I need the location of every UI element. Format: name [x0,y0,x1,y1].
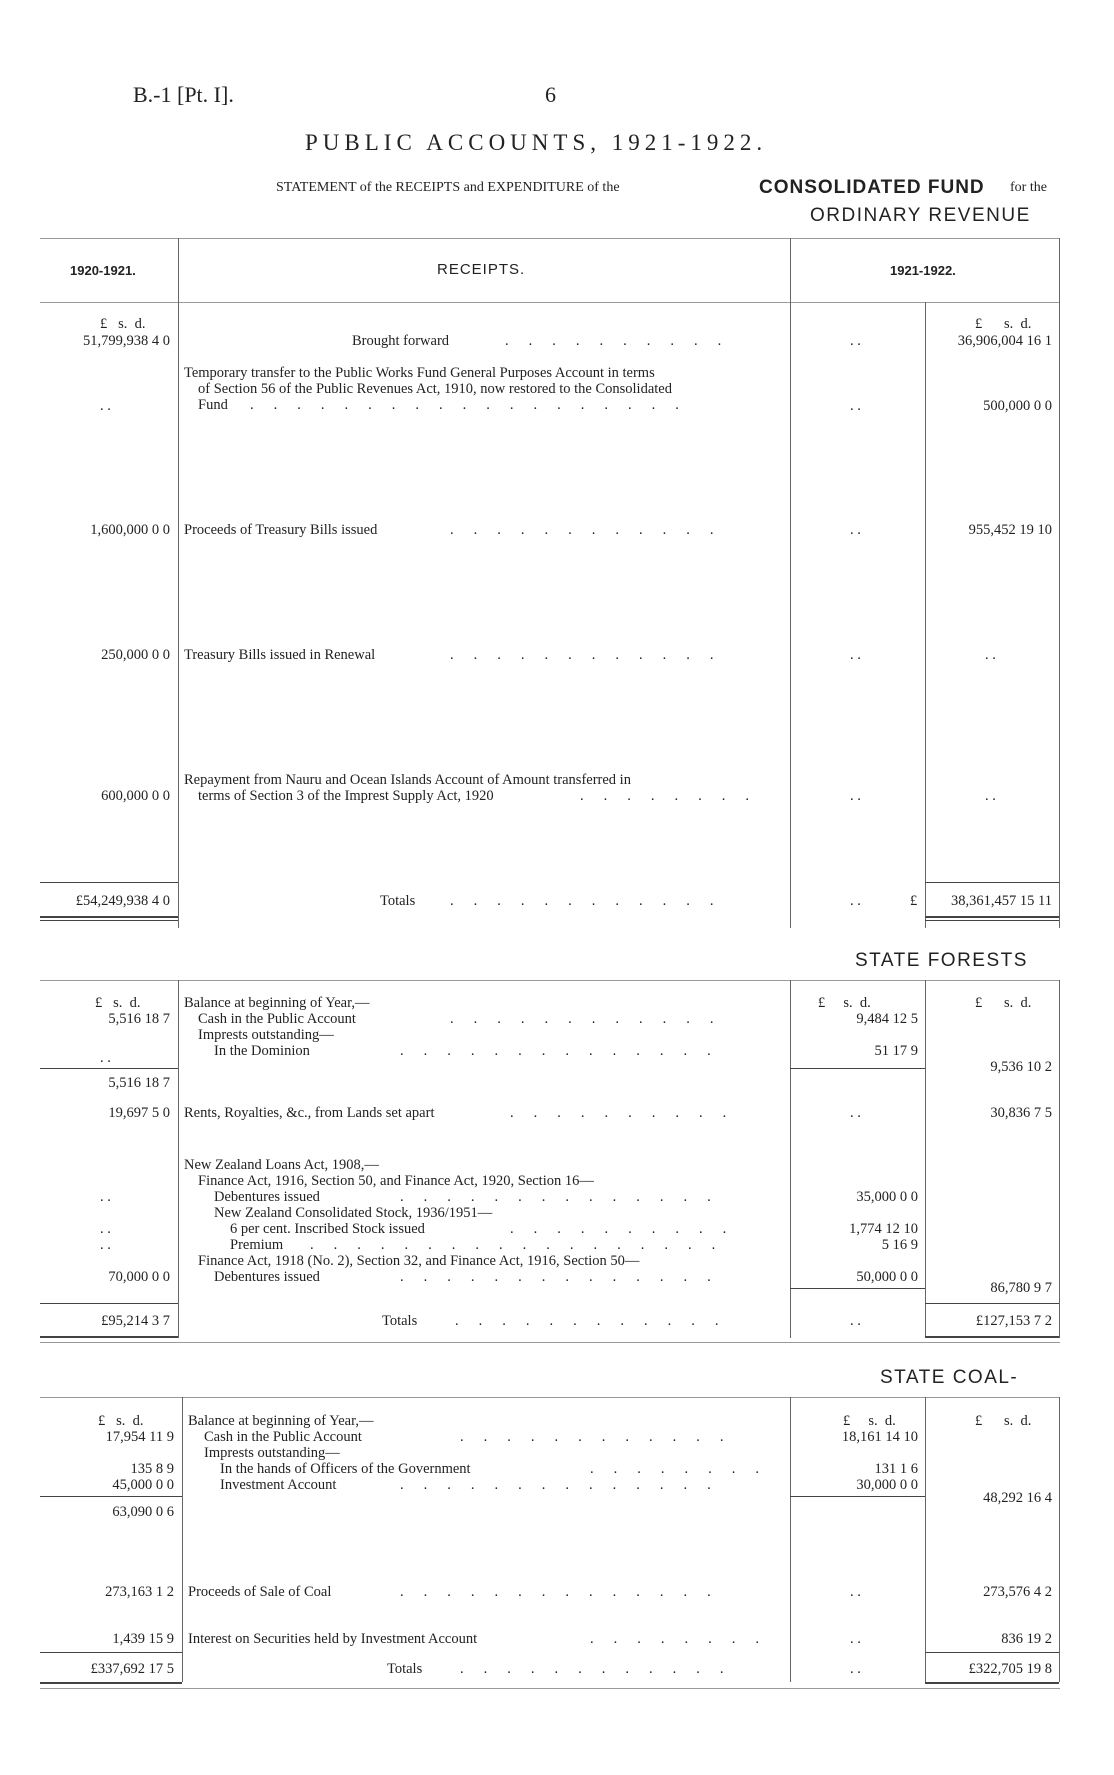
coal-totals-curr: £322,705 19 8 [968,1661,1052,1677]
forests-stock-label: New Zealand Consolidated Stock, 1936/1951— [214,1205,493,1221]
coal-totals-inner: . . [850,1661,861,1677]
leader-dots: .................. [310,1237,736,1253]
page-number: 6 [545,82,556,107]
coal-investment-inner: 30,000 0 0 [856,1477,918,1493]
leader-dots: ............ [460,1429,744,1445]
forests-premium-prev: . . [100,1237,111,1253]
coal-cash-prev: 17,954 11 9 [105,1429,174,1445]
leader-dots: .............. [400,1269,731,1285]
forests-loans-label: New Zealand Loans Act, 1908,— [184,1157,379,1173]
coal-investment-label: Investment Account [220,1477,337,1493]
forests-balance-label: Balance at beginning of Year,— [184,995,370,1011]
lsd-header-curr: £ s. d. [975,1413,1032,1429]
leader-dots: ............ [455,1313,739,1329]
inner-temporary-transfer: . . [850,398,861,414]
state-forests-heading: STATE FORESTS [855,950,1028,971]
inner-treasury-renewal: . . [850,647,861,663]
inner-brought-forward: . . [850,333,861,349]
coal-balance-sub-prev: 63,090 0 6 [112,1504,174,1520]
coal-cash-label: Cash in the Public Account [204,1429,362,1445]
page-reference: B.-1 [Pt. I]. [133,82,234,107]
prev-treasury-bills: 1,600,000 0 0 [90,522,170,538]
leader-dots: ............ [450,522,734,538]
statement-subtitle: STATEMENT of the RECEIPTS and EXPENDITURE of the [276,180,620,195]
forests-deb2-prev: 70,000 0 0 [108,1269,170,1285]
forests-rents-curr: 30,836 7 5 [990,1105,1052,1121]
receipt-temporary-transfer-line1: Temporary transfer to the Public Works Fund General Purposes Account in terms [184,365,655,381]
coal-sale-curr: 273,576 4 2 [983,1584,1052,1600]
prev-temporary-transfer: . . [100,398,111,414]
leader-dots: .............. [400,1584,731,1600]
prev-totals: £54,249,938 4 0 [75,893,170,909]
inner-nauru-repayment: . . [850,788,861,804]
forests-inscribed-inner: 1,774 12 10 [849,1221,918,1237]
lsd-header-curr: £ s. d. [975,316,1032,332]
forests-cash-label: Cash in the Public Account [198,1011,356,1027]
coal-balance-curr: 48,292 16 4 [983,1490,1052,1506]
lsd-header-curr: £ s. d. [975,995,1032,1011]
forests-dominion-prev: . . [100,1050,111,1066]
coal-sale-prev: 273,163 1 2 [105,1584,174,1600]
ordinary-revenue-heading: ORDINARY REVENUE [810,205,1031,226]
forests-dominion-inner: 51 17 9 [874,1043,918,1059]
forests-totals-curr: £127,153 7 2 [975,1313,1052,1329]
forests-imprests-label: Imprests outstanding— [198,1027,334,1043]
coal-sale-label: Proceeds of Sale of Coal [188,1584,332,1600]
column-header-receipts: RECEIPTS. [437,261,526,278]
leader-dots: .............. [400,1477,731,1493]
leader-dots: ........ [580,788,769,804]
lsd-header-inner: £ s. d. [818,995,871,1011]
leader-dots: .............. [400,1189,731,1205]
forests-totals-inner: . . [850,1313,861,1329]
forests-loans-curr: 86,780 9 7 [990,1280,1052,1296]
leader-dots: ............ [450,647,734,663]
forests-rents-inner: . . [850,1105,861,1121]
receipt-temporary-transfer-line3: Fund [198,397,228,413]
forests-inscribed-label: 6 per cent. Inscribed Stock issued [230,1221,425,1237]
forests-inscribed-prev: . . [100,1221,111,1237]
curr-temporary-transfer: 500,000 0 0 [983,398,1052,414]
receipt-nauru-line2: terms of Section 3 of the Imprest Supply Act, 1920 [198,788,494,804]
page-title: PUBLIC ACCOUNTS, 1921-1922. [305,130,768,155]
lsd-header-prev: £ s. d. [100,316,146,332]
forests-rents-prev: 19,697 5 0 [108,1105,170,1121]
forests-balance-curr: 9,536 10 2 [990,1059,1052,1075]
forests-deb1-inner: 35,000 0 0 [856,1189,918,1205]
coal-interest-curr: 836 19 2 [1001,1631,1052,1647]
curr-nauru-repayment: . . [985,788,996,804]
consolidated-fund-title: CONSOLIDATED FUND [759,177,985,198]
coal-investment-prev: 45,000 0 0 [112,1477,174,1493]
coal-balance-label: Balance at beginning of Year,— [188,1413,374,1429]
forests-totals-label: Totals [382,1313,418,1329]
coal-officers-label: In the hands of Officers of the Government [220,1461,471,1477]
forests-deb2-label: Debentures issued [214,1269,320,1285]
receipt-treasury-bills: Proceeds of Treasury Bills issued [184,522,378,538]
forests-rents-label: Rents, Royalties, &c., from Lands set apart [184,1105,435,1121]
coal-interest-inner: . . [850,1631,861,1647]
leader-dots: ............ [450,893,734,909]
lsd-header-prev: £ s. d. [95,995,141,1011]
coal-sale-inner: . . [850,1584,861,1600]
leader-dots: ............ [460,1661,744,1677]
leader-dots: .............. [400,1043,731,1059]
receipt-treasury-renewal: Treasury Bills issued in Renewal [184,647,376,663]
inner-treasury-bills: . . [850,522,861,538]
leader-dots: ........ [590,1631,779,1647]
coal-officers-prev: 135 8 9 [130,1461,174,1477]
column-header-1920: 1920-1921. [70,263,136,278]
forests-fin1918-label: Finance Act, 1918 (No. 2), Section 32, and Finance Act, 1916, Section 50— [198,1253,640,1269]
totals-label: Totals [380,893,416,909]
coal-totals-label: Totals [387,1661,423,1677]
receipt-nauru-line1: Repayment from Nauru and Ocean Islands Account of Amount transferred in [184,772,631,788]
curr-totals-sign: £ [910,893,918,909]
coal-interest-label: Interest on Securities held by Investment Account [188,1631,478,1647]
curr-treasury-renewal: . . [985,647,996,663]
forests-balance-sub-prev: 5,516 18 7 [108,1075,170,1091]
forests-fin1916-label: Finance Act, 1916, Section 50, and Finance Act, 1920, Section 16— [198,1173,594,1189]
leader-dots: ........ [590,1461,779,1477]
prev-treasury-renewal: 250,000 0 0 [101,647,170,663]
column-header-1921: 1921-1922. [890,263,956,278]
leader-dots: ............ [450,1011,734,1027]
curr-brought-forward: 36,906,004 16 1 [957,333,1052,349]
forests-deb1-prev: . . [100,1189,111,1205]
forests-deb2-inner: 50,000 0 0 [856,1269,918,1285]
inner-totals: . . [850,893,861,909]
forests-totals-prev: £95,214 3 7 [101,1313,170,1329]
forests-cash-prev: 5,516 18 7 [108,1011,170,1027]
state-coal-heading: STATE COAL- [880,1367,1019,1388]
curr-treasury-bills: 955,452 19 10 [968,522,1052,538]
for-the-label: for the [1010,180,1047,195]
prev-nauru-repayment: 600,000 0 0 [101,788,170,804]
prev-brought-forward: 51,799,938 4 0 [83,333,170,349]
coal-interest-prev: 1,439 15 9 [112,1631,174,1647]
forests-dominion-label: In the Dominion [214,1043,310,1059]
receipt-brought-forward: Brought forward [352,333,450,349]
forests-premium-label: Premium [230,1237,284,1253]
leader-dots: .......... [510,1221,747,1237]
coal-officers-inner: 131 1 6 [874,1461,918,1477]
lsd-header-inner: £ s. d. [843,1413,896,1429]
coal-imprests-label: Imprests outstanding— [204,1445,340,1461]
lsd-header-prev: £ s. d. [98,1413,144,1429]
forests-deb1-label: Debentures issued [214,1189,320,1205]
coal-cash-inner: 18,161 14 10 [841,1429,918,1445]
receipt-temporary-transfer-line2: of Section 56 of the Public Revenues Act, 1910, now restored to the Consolidated [198,381,672,397]
leader-dots: ................... [250,397,699,413]
curr-totals: 38,361,457 15 11 [951,893,1052,909]
coal-totals-prev: £337,692 17 5 [90,1661,174,1677]
forests-premium-inner: 5 16 9 [881,1237,918,1253]
leader-dots: .......... [510,1105,747,1121]
forests-cash-inner: 9,484 12 5 [856,1011,918,1027]
leader-dots: .......... [505,333,742,349]
